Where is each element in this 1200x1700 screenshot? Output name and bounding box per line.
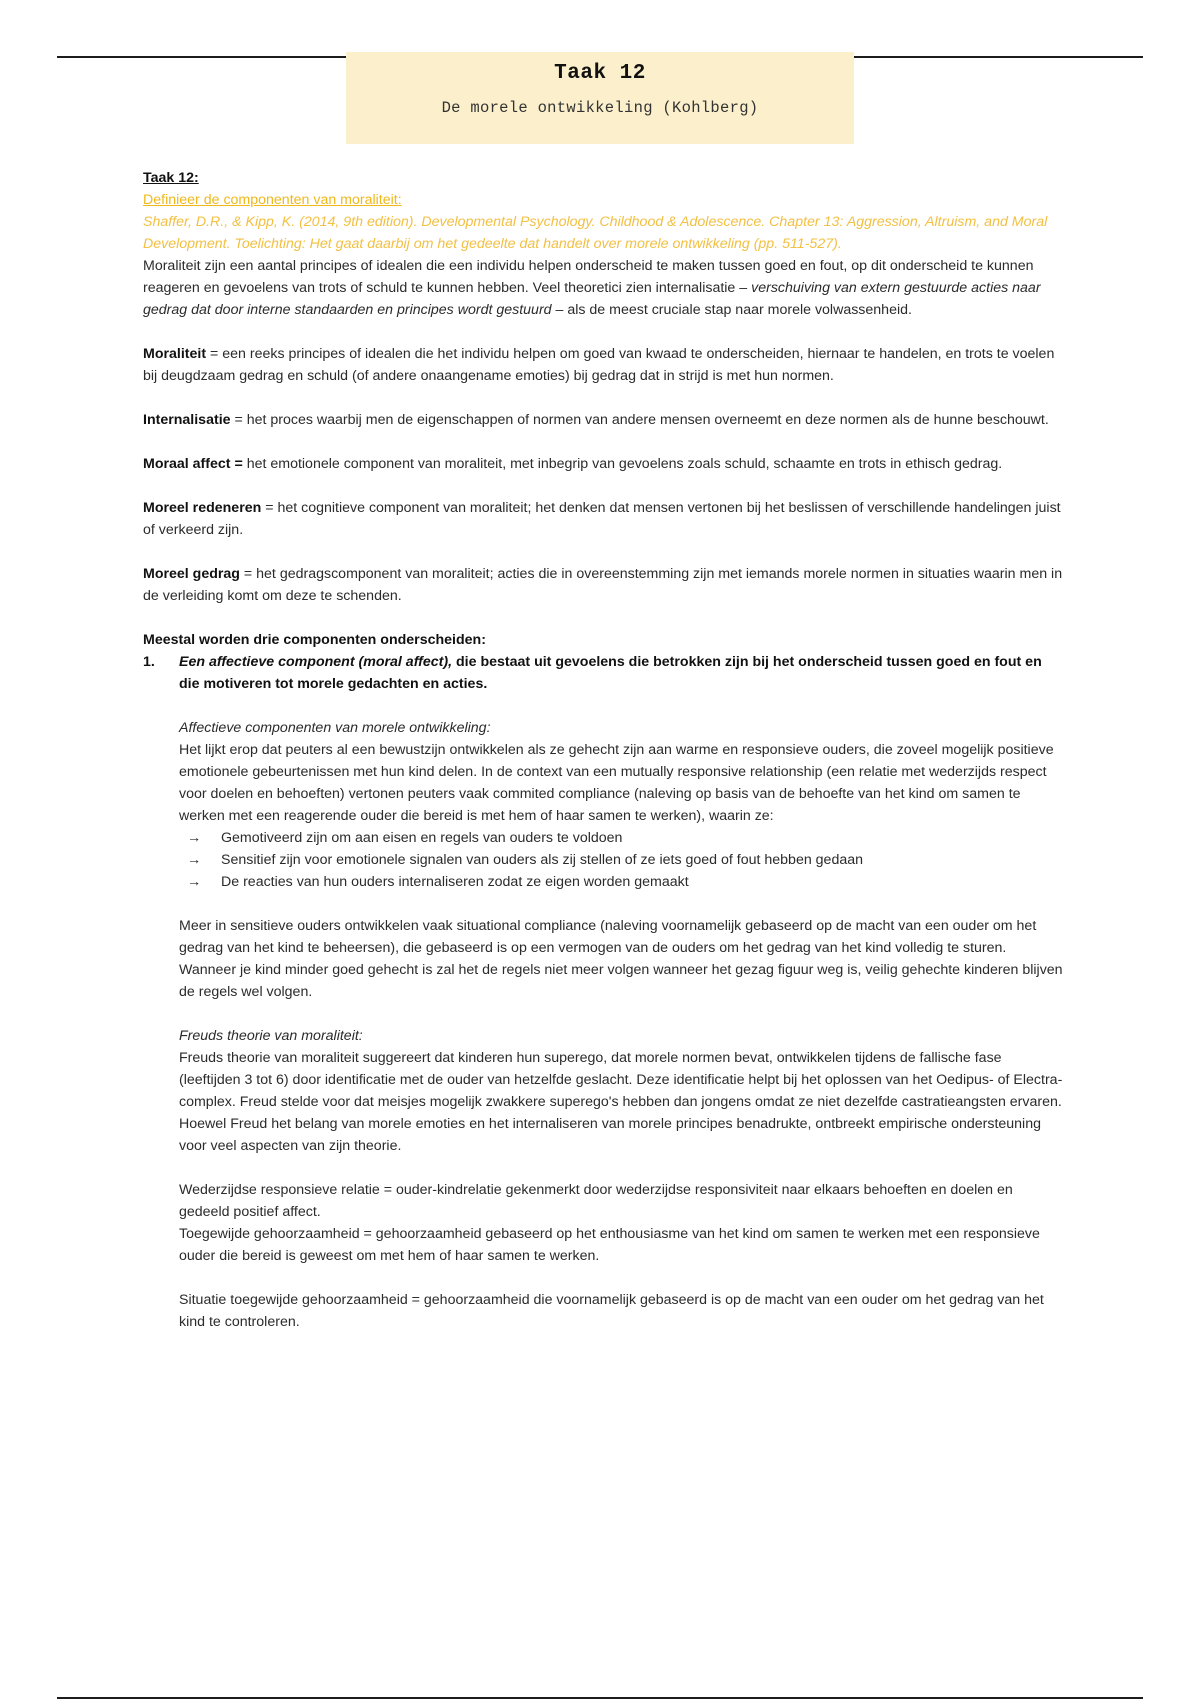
list-item: → Gemotiveerd zijn om aan eisen en regels van ouders te voldoen [179, 827, 1063, 849]
definition-wederzijdse-relatie: Wederzijdse responsieve relatie = ouder-kindrelatie gekenmerkt door wederzijdse responsiviteit naar elkaars behoeften en doelen en gedeeld positief affect. [179, 1182, 1013, 1220]
intro-paragraph: Moraliteit zijn een aantal principes of idealen die een individu helpen onderscheid te maken tussen goed en fout, op dit onderscheid te kunnen reageren en gevoelens van trots of schuld te kunnen hebben. Veel theoretici zien internalisatie – verschuiving van extern gestuurde acties naar gedrag dat door interne standaarden en principes wordt gestuurd – als de meest cruciale stap naar morele volwassenheid. [143, 258, 1041, 318]
definition-moraal-affect: Moraal affect = het emotionele component van moraliteit, met inbegrip van gevoelens zoals schuld, schaamte en trots in ethisch gedrag. [143, 456, 1003, 472]
arrow-list [179, 827, 1063, 893]
arrow-icon: → [187, 830, 202, 846]
situational-paragraph: Meer in sensitieve ouders ontwikkelen vaak situational compliance (naleving voornamelijk gebaseerd op de macht van een ouder om het gedrag van het kind te beheersen), die gebaseerd is op een vermogen van de ouders om het gedrag van het kind volledig te sturen. Wanneer je kind minder goed gehecht is zal het de regels niet meer volgen wanneer het gezag figuur weg is, veilig gehechte kinderen blijven de regels wel volgen. [179, 918, 1063, 1000]
definition-moreel-redeneren: Moreel redeneren = het cognitieve component van moraliteit; het denken dat mensen vertonen bij het beslissen of verschillende handelingen juist of verkeerd zijn. [143, 500, 1061, 538]
document-body [143, 167, 1063, 1333]
components-heading: Meestal worden drie componenten onderscheiden: [143, 632, 486, 648]
affective-section [179, 695, 1063, 1333]
page-title: Taak 12 [554, 62, 646, 85]
freud-paragraph: Freuds theorie van moraliteit suggereert dat kinderen hun superego, dat morele normen bevat, ontwikkelen tijdens de fallische fase (leeftijden 3 tot 6) door identificatie met de ouder van hetzelfde geslacht. Deze identificatie helpt bij het oplossen van het Oedipus- of Electra-complex. Freud stelde voor dat meisjes mogelijk zwakkere superego's hebben dan jongens omdat ze niet dezelfde castratieangsten ervaren. Hoewel Freud het belang van morele emoties en het internaliseren van morele principes benadrukte, ontbreekt empirische ondersteuning voor veel aspecten van zijn theorie. [179, 1050, 1063, 1154]
definition-moraliteit: Moraliteit = een reeks principes of idealen die het individu helpen om goed van kwaad te onderscheiden, hiernaar te handelen, en trots te voelen bij deugdzaam gedrag en schuld (of andere onaangename emoties) bij gedrag dat in strijd is met hun normen. [143, 346, 1055, 384]
definition-moreel-gedrag: Moreel gedrag = het gedragscomponent van moraliteit; acties die in overeenstemming zijn met iemands morele normen in situaties waarin men in de verleiding komt om deze te schenden. [143, 566, 1063, 604]
arrow-icon: → [187, 852, 202, 868]
task-line: Definieer de componenten van moraliteit: [143, 192, 402, 208]
title-box [346, 52, 854, 144]
definition-situatie-gehoorzaamheid: Situatie toegewijde gehoorzaamheid = gehoorzaamheid die voornamelijk gebaseerd is op de macht van een ouder om het gedrag van het kind te controleren. [179, 1292, 1044, 1330]
list-item: → De reacties van hun ouders internaliseren zodat ze eigen worden gemaakt [179, 871, 1063, 893]
page-subtitle: De morele ontwikkeling (Kohlberg) [441, 99, 759, 117]
section-heading: Taak 12: [143, 170, 199, 186]
list-item: → Sensitief zijn voor emotionele signalen van ouders als zij stellen of ze iets goed of fout hebben gedaan [179, 849, 1063, 871]
arrow-icon: → [187, 874, 202, 890]
definition-internalisatie: Internalisatie = het proces waarbij men de eigenschappen of normen van andere mensen overneemt en deze normen als de hunne beschouwt. [143, 412, 1049, 428]
affective-subheading: Affectieve componenten van morele ontwikkeling: [179, 720, 491, 736]
freud-subheading: Freuds theorie van moraliteit: [179, 1028, 363, 1044]
list-item: 1. Een affectieve component (moral affect), die bestaat uit gevoelens die betrokken zijn bij het onderscheid tussen goed en fout en die motiveren tot morele gedachten en acties. [143, 654, 1042, 692]
affective-paragraph: Het lijkt erop dat peuters al een bewustzijn ontwikkelen als ze gehecht zijn aan warme en responsieve ouders, die zoveel mogelijk positieve emotionele gebeurtenissen met hun kind delen. In de context van een mutually responsive relationship (een relatie met wederzijds respect voor doelen en behoeften) vertonen peuters vaak commited compliance (naleving op basis van de behoefte van het kind om samen te werken met een reagerende ouder die bereid is met hem of haar samen te werken), waarin ze: [179, 742, 1054, 824]
bottom-rule [57, 1697, 1143, 1699]
reference: Shaffer, D.R., & Kipp, K. (2014, 9th edition). Developmental Psychology. Childhood & Adolescence. Chapter 13: Aggression, Altruism, and Moral Development. Toelichting: Het gaat daarbij om het gedeelte dat handelt over morele ontwikkeling (pp. 511-527). [143, 214, 1048, 252]
definition-toegewijde-gehoorzaamheid: Toegewijde gehoorzaamheid = gehoorzaamheid gebaseerd op het enthousiasme van het kind om samen te werken met een responsieve ouder die bereid is geweest om met hem of haar samen te werken. [179, 1226, 1040, 1264]
